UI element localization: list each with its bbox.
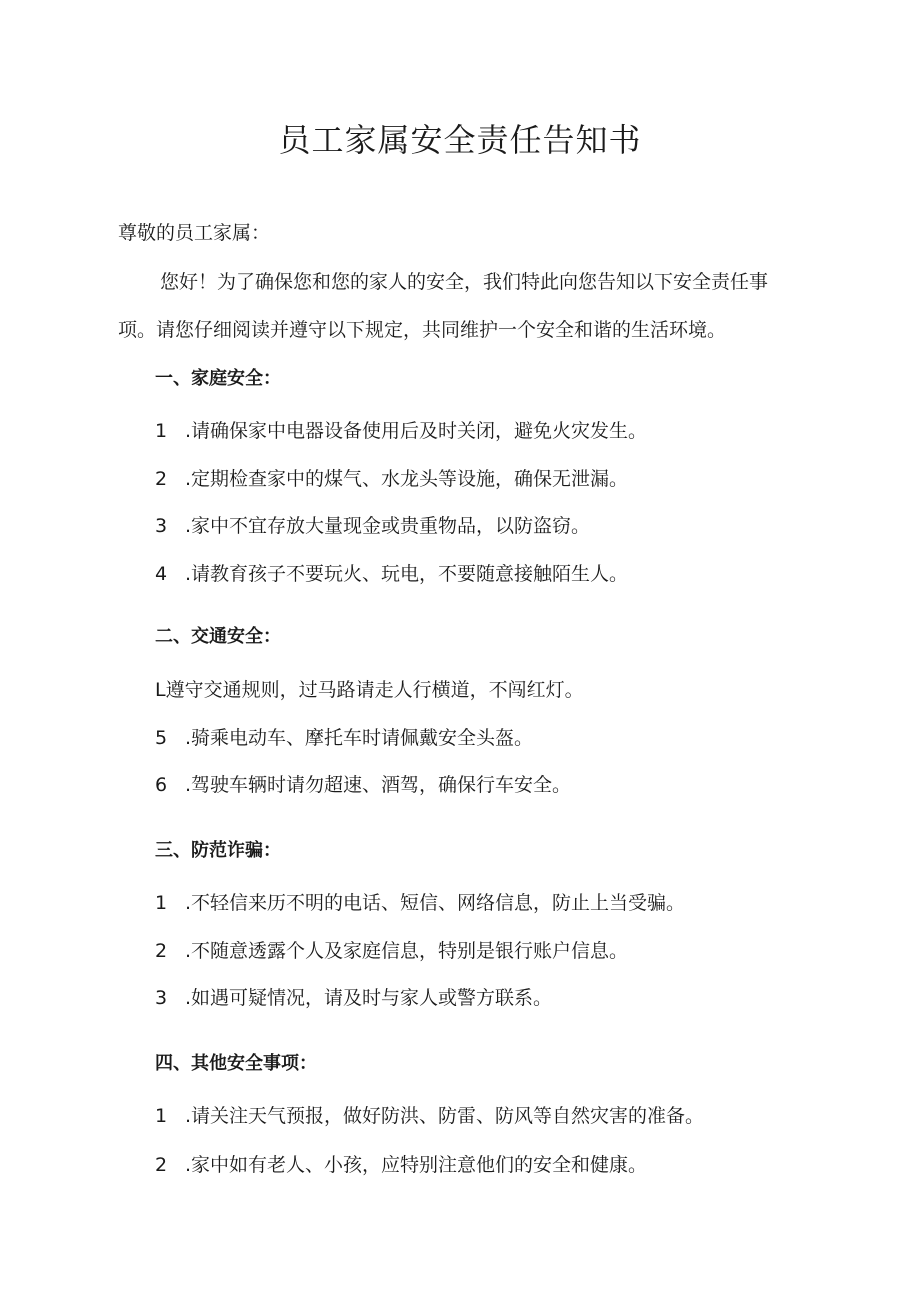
document-title: 员工家属安全责任告知书 [278, 121, 642, 159]
item-number: 3 [155, 987, 168, 1009]
item-number: 2 [155, 468, 168, 490]
list-item [155, 1102, 704, 1130]
item-text: .请教育孩子不要玩火、玩电，不要随意接触陌生人。 [185, 563, 629, 585]
item-text: .不轻信来历不明的电话、短信、网络信息，防止上当受骗。 [185, 892, 686, 914]
item-text: .家中不宜存放大量现金或贵重物品，以防盗窃。 [185, 515, 591, 537]
item-text: .不随意透露个人及家庭信息，特别是银行账户信息。 [185, 940, 629, 962]
list-item [155, 560, 628, 588]
item-number: 2 [155, 940, 168, 962]
list-item [155, 1151, 647, 1179]
item-text: .驾驶车辆时请勿超速、酒驾，确保行车安全。 [185, 774, 572, 796]
list-item [155, 512, 590, 540]
item-text: .家中如有老人、小孩，应特别注意他们的安全和健康。 [185, 1154, 648, 1176]
item-number: 2 [155, 1154, 168, 1176]
intro-line-1: 您好！为了确保您和您的家人的安全，我们特此向您告知以下安全责任事 [160, 271, 769, 293]
list-item [155, 465, 628, 493]
item-number: 1 [155, 892, 168, 914]
section-heading-traffic-safety: 二、交通安全： [155, 626, 281, 647]
item-number: 1 [155, 1105, 168, 1127]
list-item [155, 937, 628, 965]
list-item [155, 724, 533, 752]
item-number: 6 [155, 774, 168, 796]
list-item [155, 984, 552, 1012]
list-item [155, 771, 571, 799]
item-number: 3 [155, 515, 168, 537]
section-heading-home-safety: 一、家庭安全： [155, 368, 281, 389]
item-text: .如遇可疑情况，请及时与家人或警方联系。 [185, 987, 553, 1009]
item-number: 5 [155, 727, 168, 749]
list-item [155, 889, 685, 917]
section-heading-fraud-prevention: 三、防范诈骗： [155, 840, 281, 861]
list-item [155, 417, 647, 445]
list-item: L遵守交通规则，过马路请走人行横道，不闯红灯。 [155, 679, 584, 701]
item-number: 1 [155, 420, 168, 442]
intro-line-2: 项。请您仔细阅读并遵守以下规定，共同维护一个安全和谐的生活环境。 [118, 319, 727, 341]
section-heading-other-safety: 四、其他安全事项： [155, 1053, 317, 1074]
salutation: 尊敬的员工家属： [118, 222, 271, 244]
item-number: 4 [155, 563, 168, 585]
item-text: .请确保家中电器设备使用后及时关闭，避免火灾发生。 [185, 420, 648, 442]
item-text: .请关注天气预报，做好防洪、防雷、防风等自然灾害的准备。 [185, 1105, 705, 1127]
item-text: .骑乘电动车、摩托车时请佩戴安全头盔。 [185, 727, 534, 749]
item-text: .定期检查家中的煤气、水龙头等设施，确保无泄漏。 [185, 468, 629, 490]
